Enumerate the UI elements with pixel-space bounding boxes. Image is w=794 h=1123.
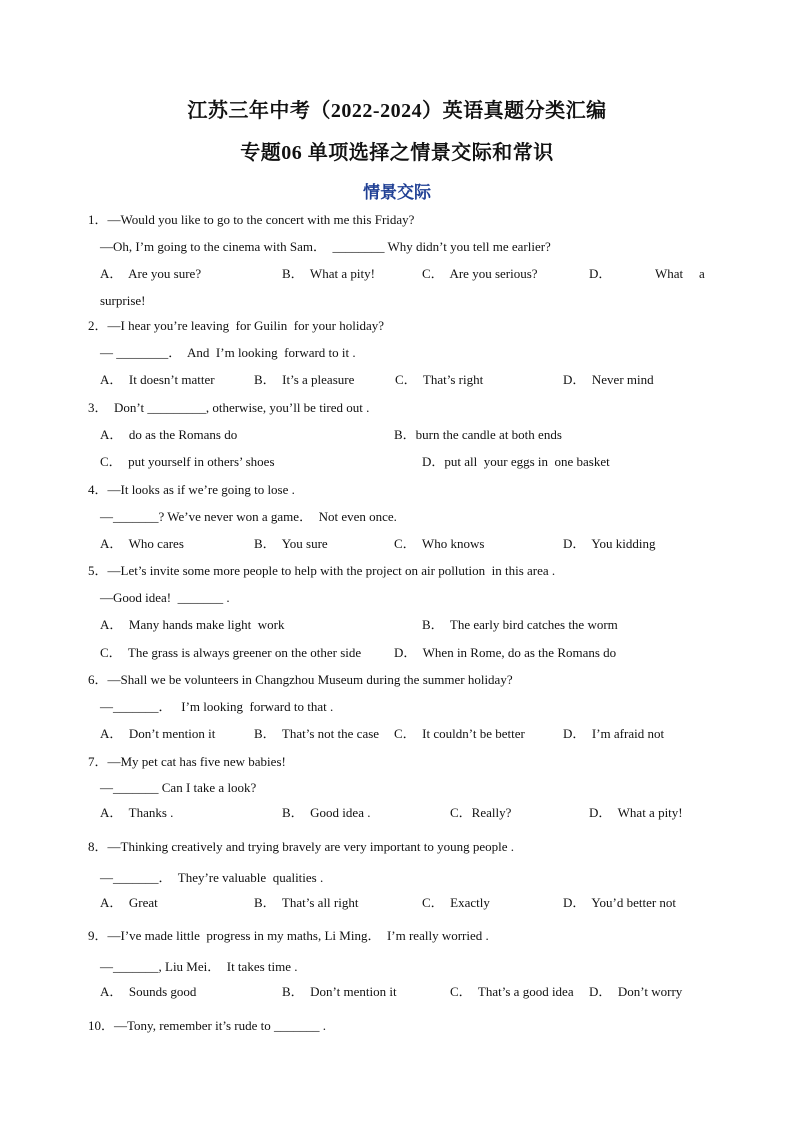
question-5-stem: 5．—Let’s invite some more people to help with the project on air pollution in this area . — [88, 563, 556, 578]
question-8-stem: 8．—Thinking creatively and trying bravely are very important to young people . — [88, 839, 514, 854]
question-9-option-a: A． Sounds good — [100, 984, 197, 999]
question-2-dialog: — ________． And I’m looking forward to it . — [100, 345, 356, 360]
question-9-option-d: D． Don’t worry — [589, 984, 683, 999]
question-4-option-b: B． You sure — [254, 536, 328, 551]
question-1-dialog: —Oh, I’m going to the cinema with Sam． ________ Why didn’t you tell me earlier? — [100, 239, 551, 254]
question-4-option-c: C． Who knows — [394, 536, 485, 551]
question-4-option-a: A． Who cares — [100, 536, 184, 551]
question-8-option-a: A． Great — [100, 895, 158, 910]
question-3-option-d: D．put all your eggs in one basket — [422, 454, 610, 469]
question-3-option-c: C． put yourself in others’ shoes — [100, 454, 275, 469]
question-1-option-d: D． — [589, 266, 612, 281]
question-7-option-a: A． Thanks . — [100, 805, 174, 820]
question-9-option-b: B． Don’t mention it — [282, 984, 397, 999]
question-6-option-c: C． It couldn’t be better — [394, 726, 525, 741]
question-9-dialog: —_______, Liu Mei． It takes time . — [100, 959, 298, 974]
question-1-option-c: C． Are you serious? — [422, 266, 538, 281]
question-3-option-b: B．burn the candle at both ends — [394, 427, 562, 442]
question-2-option-d: D． Never mind — [563, 372, 654, 387]
question-1-option-d-word1: What — [655, 266, 684, 281]
question-8-option-d: D． You’d better not — [563, 895, 677, 910]
question-2-stem: 2．—I hear you’re leaving for Guilin for your holiday? — [88, 318, 385, 333]
question-3-option-a: A． do as the Romans do — [100, 427, 238, 442]
document-title: 江苏三年中考（2022-2024）英语真题分类汇编 — [187, 100, 607, 122]
question-9-option-c: C． That’s a good idea — [450, 984, 574, 999]
question-8-option-b: B． That’s all right — [254, 895, 359, 910]
question-6-option-d: D． I’m afraid not — [563, 726, 665, 741]
question-5-option-b: B． The early bird catches the worm — [422, 617, 618, 632]
question-6-stem: 6．—Shall we be volunteers in Changzhou Museum during the summer holiday? — [88, 672, 513, 687]
question-1-option-d-word3: surprise! — [100, 293, 146, 308]
question-1-option-d-word2: a — [699, 266, 705, 281]
question-4-option-d: D． You kidding — [563, 536, 656, 551]
question-3-stem: 3． Don’t _________, otherwise, you’ll be tired out . — [88, 400, 370, 415]
question-7-stem: 7．—My pet cat has five new babies! — [88, 754, 286, 769]
question-7-option-b: B． Good idea . — [282, 805, 371, 820]
question-7-dialog: —_______ Can I take a look? — [100, 780, 257, 795]
question-1-option-b: B． What a pity! — [282, 266, 375, 281]
question-2-option-b: B． It’s a pleasure — [254, 372, 355, 387]
question-1-option-a: A． Are you sure? — [100, 266, 202, 281]
section-heading: 情景交际 — [363, 183, 431, 202]
question-8-dialog: —_______． They’re valuable qualities . — [100, 870, 324, 885]
question-4-stem: 4．—It looks as if we’re going to lose . — [88, 482, 295, 497]
question-5-option-d: D． When in Rome, do as the Romans do — [394, 645, 617, 660]
question-7-option-d: D． What a pity! — [589, 805, 683, 820]
question-5-option-a: A． Many hands make light work — [100, 617, 285, 632]
question-8-option-c: C． Exactly — [422, 895, 490, 910]
question-5-option-c: C． The grass is always greener on the other side — [100, 645, 362, 660]
question-6-option-b: B． That’s not the case — [254, 726, 380, 741]
question-10-stem: 10．—Tony, remember it’s rude to _______ . — [88, 1018, 326, 1033]
question-4-dialog: —_______? We’ve never won a game． Not even once. — [100, 509, 397, 524]
question-1-stem: 1．—Would you like to go to the concert with me this Friday? — [88, 212, 415, 227]
question-2-option-c: C． That’s right — [395, 372, 484, 387]
question-7-option-c: C．Really? — [450, 805, 512, 820]
question-6-option-a: A． Don’t mention it — [100, 726, 216, 741]
document-subtitle: 专题06 单项选择之情景交际和常识 — [240, 142, 554, 164]
question-2-option-a: A． It doesn’t matter — [100, 372, 215, 387]
question-9-stem: 9．—I’ve made little progress in my maths, Li Ming． I’m really worried . — [88, 928, 489, 943]
question-5-dialog: —Good idea! _______ . — [100, 590, 230, 605]
question-6-dialog: —_______． I’m looking forward to that . — [100, 699, 334, 714]
